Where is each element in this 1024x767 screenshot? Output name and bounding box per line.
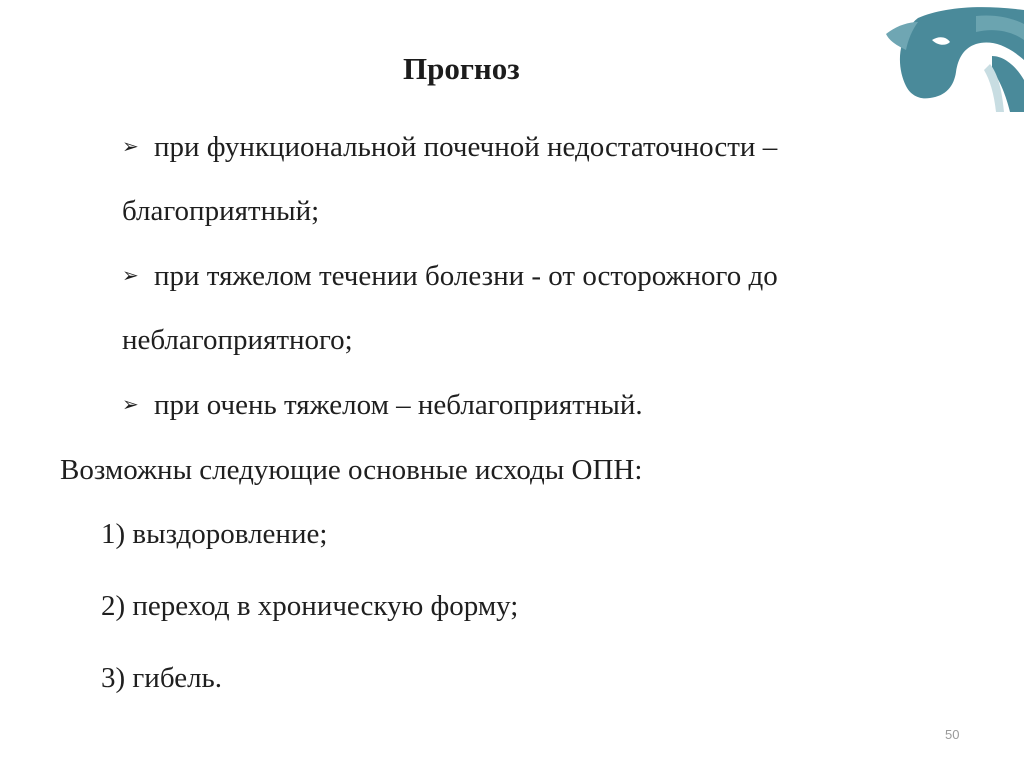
prognosis-list xyxy=(122,114,922,437)
arrow-bullet-icon: ➢ xyxy=(122,392,139,416)
page-number: 50 xyxy=(945,727,960,742)
prognosis-item xyxy=(122,372,922,437)
outcome-item: 3) гибель. xyxy=(101,662,223,694)
prognosis-item-text: при тяжелом течении болезни - от осторожного до неблагоприятного; xyxy=(122,260,778,356)
outcome-item: 2) переход в хроническую форму; xyxy=(101,590,519,622)
outcome-item: 1) выздоровление; xyxy=(101,518,328,550)
prognosis-item-text: при очень тяжелом – неблагоприятный. xyxy=(154,389,643,421)
horse-head-logo-icon xyxy=(872,0,1024,112)
arrow-bullet-icon: ➢ xyxy=(122,134,139,158)
prognosis-item xyxy=(122,114,922,243)
outcomes-heading: Возможны следующие основные исходы ОПН: xyxy=(60,454,643,486)
slide-title: Прогноз xyxy=(403,51,520,86)
prognosis-item-text: при функциональной почечной недостаточности – благоприятный; xyxy=(122,131,778,227)
outcomes-list xyxy=(101,516,518,732)
prognosis-item xyxy=(122,243,922,372)
arrow-bullet-icon: ➢ xyxy=(122,263,139,287)
